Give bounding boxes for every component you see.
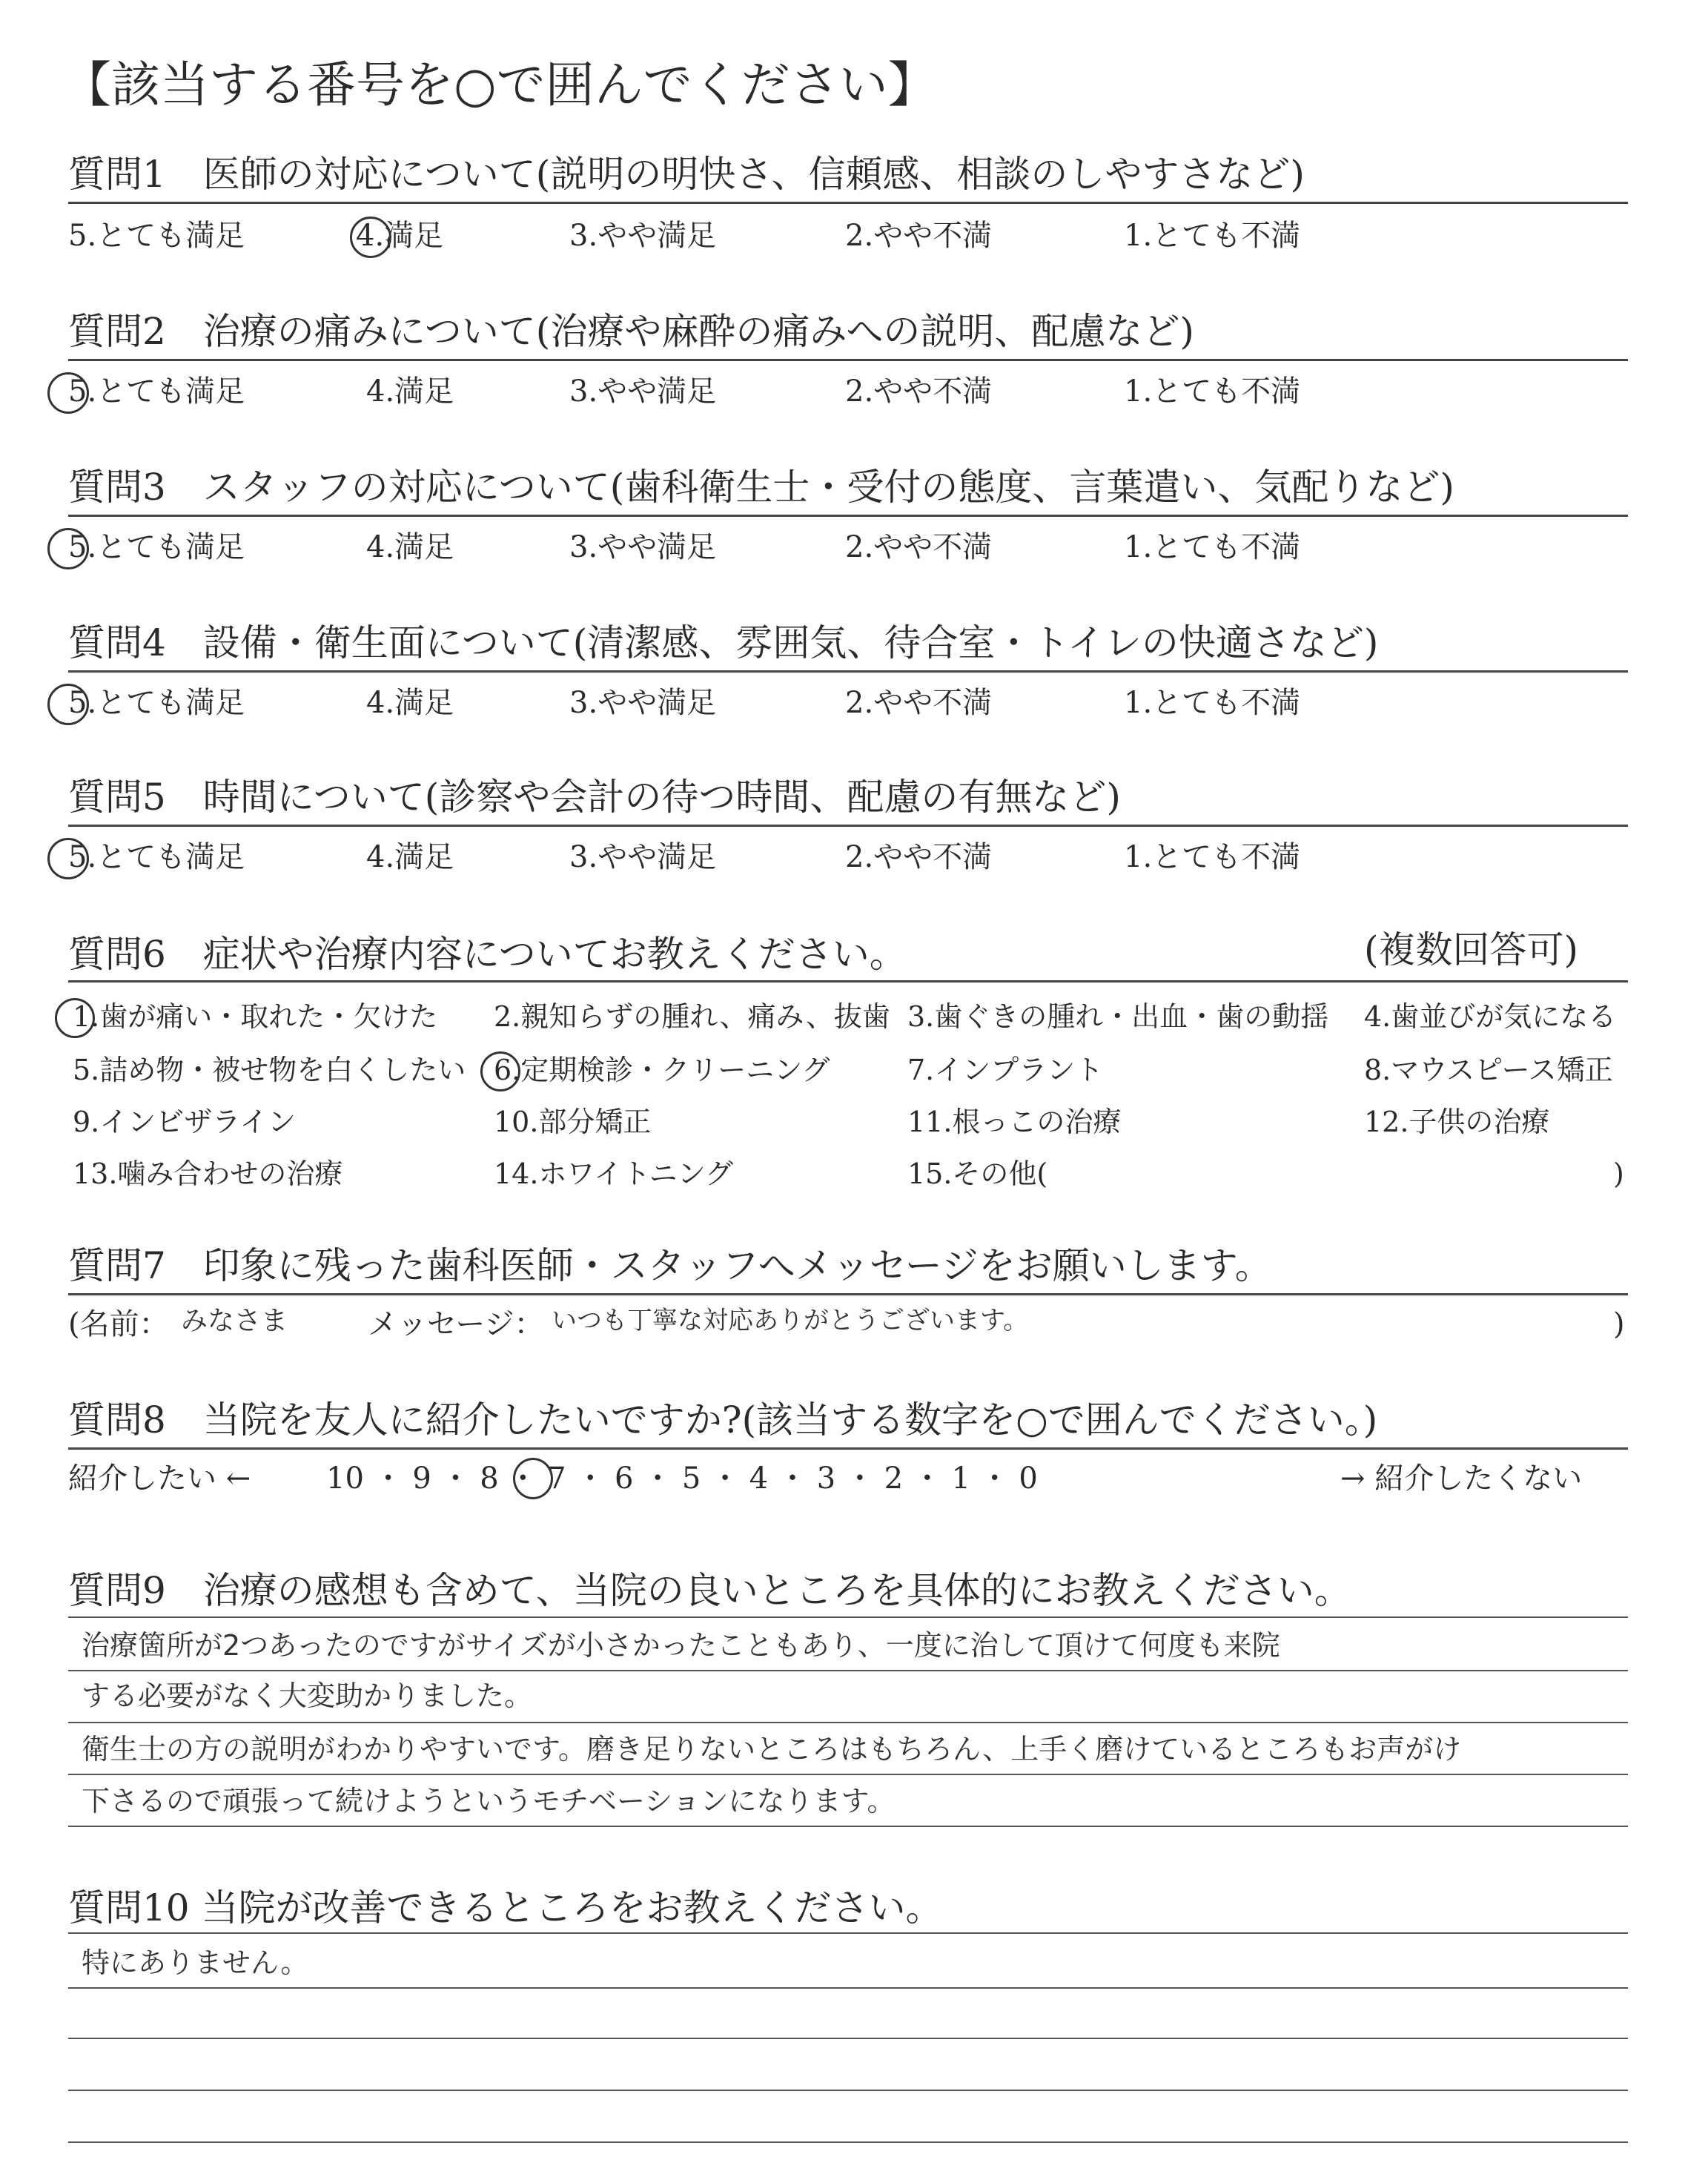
q9-answer-line-1[interactable]: 治療箇所が2つあったのですがサイズが小さかったこともあり、一度に治して頂けて何度も来院: [82, 1629, 1280, 1662]
name-value[interactable]: みなさま: [181, 1306, 288, 1336]
writing-line: [68, 1774, 1628, 1775]
option-3[interactable]: 3.やや満足: [569, 686, 717, 720]
answer-circle-q3: [47, 528, 89, 569]
divider: [68, 670, 1628, 673]
writing-line: [68, 1932, 1628, 1934]
question-7: 質問7 印象に残った歯科医師・スタッフへメッセージをお願いします。: [68, 1244, 1272, 1287]
q6-option-10[interactable]: 10.部分矯正: [494, 1106, 652, 1138]
q6-option-8[interactable]: 8.マウスピース矯正: [1364, 1054, 1613, 1086]
option-4[interactable]: 4.満足: [356, 219, 444, 253]
option-2[interactable]: 2.やや不満: [845, 686, 993, 720]
q6-option-5[interactable]: 5.詰め物・被せ物を白くしたい: [73, 1054, 466, 1086]
option-5[interactable]: 5.とても満足: [68, 840, 245, 874]
message-close: ): [1613, 1307, 1625, 1341]
q6-option-9[interactable]: 9.インビザライン: [73, 1106, 297, 1138]
divider: [68, 202, 1628, 204]
answer-circle-q5: [47, 838, 89, 879]
q10-answer-line-1[interactable]: 特にありません。: [82, 1946, 309, 1979]
name-label: (名前：: [68, 1307, 169, 1341]
q6-option-11[interactable]: 11.根っこの治療: [907, 1106, 1122, 1138]
option-3[interactable]: 3.やや満足: [569, 530, 717, 564]
q6-option-1[interactable]: 1.歯が痛い・取れた・欠けた: [73, 1000, 438, 1033]
option-3[interactable]: 3.やや満足: [569, 374, 717, 409]
question-10: 質問10 当院が改善できるところをお教えください。: [68, 1886, 943, 1929]
question-8: 質問8 当院を友人に紹介したいですか?(該当する数字を○で囲んでください。): [68, 1398, 1378, 1441]
q6-option-4[interactable]: 4.歯並びが気になる: [1364, 1000, 1617, 1033]
q9-answer-line-2[interactable]: する必要がなく大変助かりました。: [82, 1680, 533, 1712]
writing-line: [68, 1616, 1628, 1618]
message-value[interactable]: いつも丁寧な対応ありがとうございます。: [552, 1306, 1029, 1335]
q6-option-6[interactable]: 6.定期検診・クリーニング: [494, 1054, 830, 1086]
option-1[interactable]: 1.とても不満: [1124, 530, 1301, 564]
option-5[interactable]: 5.とても満足: [68, 219, 245, 253]
option-1[interactable]: 1.とても不満: [1124, 840, 1301, 874]
q6-option-2[interactable]: 2.親知らずの腫れ、痛み、抜歯: [494, 1000, 890, 1033]
divider: [68, 1447, 1628, 1450]
divider: [68, 1293, 1628, 1295]
multiple-answers-note: (複数回答可): [1364, 928, 1579, 971]
option-2[interactable]: 2.やや不満: [845, 374, 993, 409]
option-4[interactable]: 4.満足: [366, 374, 454, 409]
option-3[interactable]: 3.やや満足: [569, 219, 717, 253]
question-4: 質問4 設備・衛生面について(清潔感、雰囲気、待合室・トイレの快適さなど): [68, 621, 1379, 664]
option-3[interactable]: 3.やや満足: [569, 840, 717, 874]
question-5: 質問5 時間について(診察や会計の待つ時間、配慮の有無など): [68, 776, 1121, 819]
score-4[interactable]: 4: [749, 1462, 769, 1496]
option-2[interactable]: 2.やや不満: [845, 530, 993, 564]
writing-line: [68, 2141, 1628, 2143]
option-2[interactable]: 2.やや不満: [845, 840, 993, 874]
option-1[interactable]: 1.とても不満: [1124, 219, 1301, 253]
score-5[interactable]: 5: [681, 1462, 701, 1496]
divider: [68, 980, 1628, 982]
q6-option-3[interactable]: 3.歯ぐきの腫れ・出血・歯の動揺: [907, 1000, 1329, 1033]
writing-line: [68, 1987, 1628, 1989]
question-2: 質問2 治療の痛みについて(治療や麻酔の痛みへの説明、配慮など): [68, 310, 1194, 353]
divider: [68, 359, 1628, 361]
option-4[interactable]: 4.満足: [366, 686, 454, 720]
recommend-scale: 10 ・ 9 ・ 8 ・ 7 ・ 6 ・ 5 ・ 4 ・ 3 ・ 2 ・ 1 ・ 0: [326, 1462, 1038, 1496]
q9-answer-line-4[interactable]: 下さるので頑張って続けようというモチベーションになります。: [82, 1785, 896, 1817]
question-9: 質問9 治療の感想も含めて、当院の良いところを具体的にお教えください。: [68, 1569, 1351, 1612]
option-2[interactable]: 2.やや不満: [845, 219, 993, 253]
question-1: 質問1 医師の対応について(説明の明快さ、信頼感、相談のしやすさなど): [68, 153, 1305, 196]
score-8[interactable]: 8: [480, 1462, 499, 1496]
recommend-right-label: → 紹介したくない: [1340, 1462, 1583, 1496]
writing-line: [68, 2038, 1628, 2039]
q9-answer-line-3[interactable]: 衛生士の方の説明がわかりやすいです。磨き足りないところはもちろん、上手く磨けているところもお声がけ: [82, 1733, 1462, 1766]
question-3: 質問3 スタッフの対応について(歯科衛生士・受付の態度、言葉遣い、気配りなど): [68, 466, 1454, 509]
recommend-left-label: 紹介したい ←: [68, 1462, 251, 1496]
option-1[interactable]: 1.とても不満: [1124, 374, 1301, 409]
score-7[interactable]: 7: [547, 1462, 566, 1496]
q6-option-15[interactable]: 15.その他(: [907, 1157, 1048, 1190]
answer-circle-q1: [350, 217, 391, 258]
option-5[interactable]: 5.とても満足: [68, 686, 245, 720]
q6-option-12[interactable]: 12.子供の治療: [1364, 1106, 1550, 1138]
divider: [68, 825, 1628, 827]
option-5[interactable]: 5.とても満足: [68, 374, 245, 409]
divider: [68, 515, 1628, 517]
score-6[interactable]: 6: [615, 1462, 634, 1496]
question-6: 質問6 症状や治療内容についてお教えください。: [68, 933, 907, 976]
answer-circle-q4: [47, 684, 89, 725]
q6-option-15-close: ): [1613, 1157, 1624, 1190]
answer-circle-q6-6: [480, 1051, 520, 1091]
writing-line: [68, 1670, 1628, 1671]
option-5[interactable]: 5.とても満足: [68, 530, 245, 564]
option-1[interactable]: 1.とても不満: [1124, 686, 1301, 720]
message-label: メッセージ：: [368, 1307, 544, 1341]
score-10[interactable]: 10: [326, 1462, 364, 1496]
score-2[interactable]: 2: [884, 1462, 904, 1496]
q6-option-13[interactable]: 13.噛み合わせの治療: [73, 1157, 343, 1190]
score-9[interactable]: 9: [412, 1462, 431, 1496]
writing-line: [68, 1826, 1628, 1827]
score-0[interactable]: 0: [1019, 1462, 1038, 1496]
answer-circle-q2: [47, 372, 89, 414]
score-1[interactable]: 1: [951, 1462, 970, 1496]
writing-line: [68, 1722, 1628, 1723]
answer-circle-q8: [513, 1458, 553, 1499]
writing-line: [68, 2090, 1628, 2091]
survey-title: 【該当する番号を○で囲んでください】: [62, 56, 937, 113]
score-3[interactable]: 3: [816, 1462, 836, 1496]
option-4[interactable]: 4.満足: [366, 840, 454, 874]
q6-option-7[interactable]: 7.インプラント: [907, 1054, 1104, 1086]
option-4[interactable]: 4.満足: [366, 530, 454, 564]
q6-option-14[interactable]: 14.ホワイトニング: [494, 1157, 734, 1190]
answer-circle-q6-1: [55, 998, 95, 1038]
